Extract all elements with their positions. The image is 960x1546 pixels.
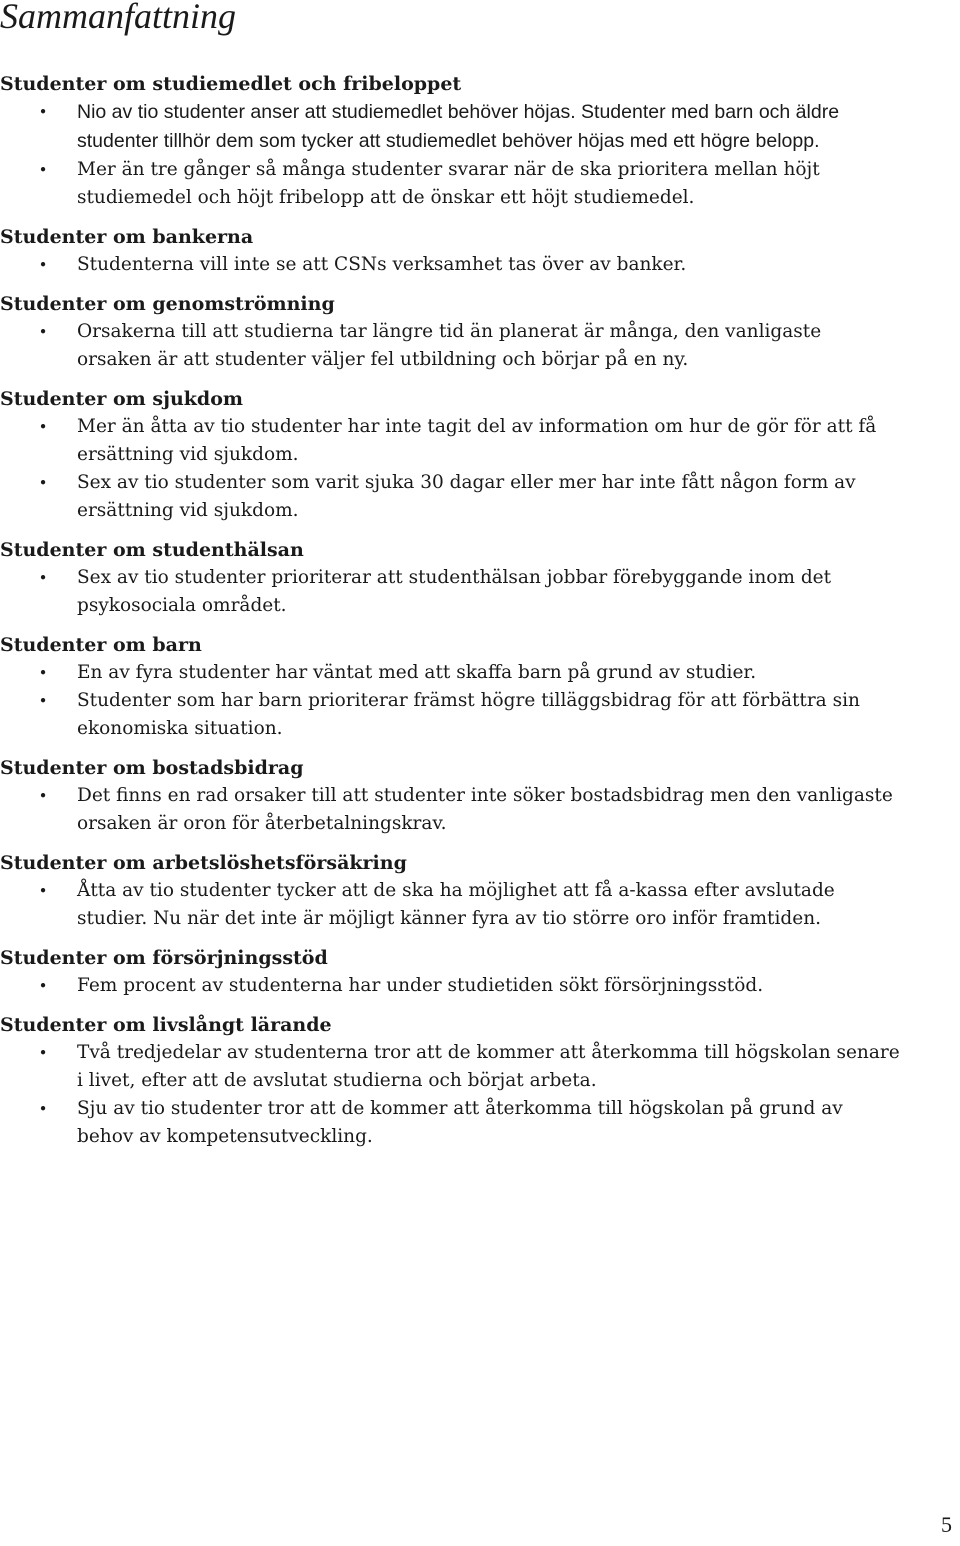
bullet-text: Sju av tio studenter tror att de kommer att återkomma till högskolan på grund av behov av kompetensutveckling. [77,1098,843,1147]
section-heading: Studenter om försörjningsstöd [0,947,328,969]
bullet-item [0,659,900,687]
bullet-dot-icon: • [38,418,48,436]
bullet-text: Studenter som har barn prioriterar främst högre tilläggsbidrag för att förbättra sin ekonomiska situation. [77,690,860,739]
summary-section [0,385,900,525]
bullet-dot-icon: • [38,882,48,900]
bullet-item [0,156,900,212]
summary-section [0,70,900,212]
bullet-dot-icon: • [38,256,48,274]
bullet-item [0,687,900,743]
bullet-dot-icon: • [38,569,48,587]
bullet-dot-icon: • [38,474,48,492]
bullet-list [0,98,900,212]
bullet-text: Mer än tre gånger så många studenter svarar när de ska prioritera mellan höjt studiemedel och höjt fribelopp att de önskar ett höjt studiemedel. [77,159,820,208]
bullet-item [0,564,900,620]
bullet-item [0,782,900,838]
bullet-dot-icon: • [38,787,48,805]
summary-section [0,944,900,1000]
summary-section [0,849,900,933]
bullet-list [0,251,900,279]
bullet-dot-icon: • [38,1100,48,1118]
bullet-item [0,318,900,374]
bullet-item [0,251,900,279]
summary-section [0,754,900,838]
bullet-list [0,318,900,374]
bullet-text: En av fyra studenter har väntat med att skaffa barn på grund av studier. [77,662,757,683]
bullet-text: Mer än åtta av tio studenter har inte tagit del av information om hur de gör för att få ersättning vid sjukdom. [77,416,877,465]
section-heading: Studenter om sjukdom [0,388,243,410]
bullet-dot-icon: • [38,161,48,179]
section-heading: Studenter om genomströmning [0,293,335,315]
page-title: Sammanfattning [0,0,237,36]
bullet-item [0,877,900,933]
bullet-list [0,659,900,743]
bullet-dot-icon: • [38,323,48,341]
section-heading: Studenter om livslångt lärande [0,1014,332,1036]
section-heading: Studenter om barn [0,634,202,656]
summary-section [0,290,900,374]
bullet-list [0,1039,900,1151]
bullet-text: Orsakerna till att studierna tar längre tid än planerat är många, den vanligaste orsaken är att studenter väljer fel utbildning och börjar på en ny. [77,321,822,370]
summary-section [0,1011,900,1151]
summary-section [0,631,900,743]
bullet-item [0,469,900,525]
section-heading: Studenter om bankerna [0,226,254,248]
bullet-text: Studenterna vill inte se att CSNs verksamhet tas över av banker. [77,254,687,275]
bullet-list [0,564,900,620]
section-heading: Studenter om studiemedlet och fribeloppet [0,73,462,95]
bullet-text: Två tredjedelar av studenterna tror att de kommer att återkomma till högskolan senare i livet, efter att de avslutat studierna och börjat arbeta. [77,1042,900,1091]
bullet-dot-icon: • [38,977,48,995]
bullet-text: Fem procent av studenterna har under studietiden sökt försörjningsstöd. [77,975,764,996]
bullet-dot-icon: • [38,1044,48,1062]
bullet-list [0,782,900,838]
bullet-item [0,1095,900,1151]
summary-sections [0,70,900,1162]
section-heading: Studenter om arbetslöshetsförsäkring [0,852,407,874]
summary-section [0,223,900,279]
bullet-item [0,413,900,469]
bullet-item [0,98,900,156]
bullet-item [0,1039,900,1095]
bullet-text: Sex av tio studenter prioriterar att studenthälsan jobbar förebyggande inom det psykosociala området. [77,567,832,616]
bullet-text: Sex av tio studenter som varit sjuka 30 dagar eller mer har inte fått någon form av ersättning vid sjukdom. [77,472,856,521]
page-number: 5 [941,1512,952,1537]
bullet-list [0,972,900,1000]
bullet-dot-icon: • [38,103,48,121]
bullet-text: Nio av tio studenter anser att studiemedlet behöver höjas. Studenter med barn och äldre studenter tillhör dem som tycker att studiemedlet behöver höjas med ett högre belopp. [77,101,840,152]
bullet-item [0,972,900,1000]
bullet-dot-icon: • [38,664,48,682]
section-heading: Studenter om bostadsbidrag [0,757,304,779]
bullet-dot-icon: • [38,692,48,710]
bullet-list [0,413,900,525]
summary-section [0,536,900,620]
bullet-text: Åtta av tio studenter tycker att de ska ha möjlighet att få a-kassa efter avslutade studier. Nu när det inte är möjligt känner fyra av tio större oro inför framtiden. [77,880,835,929]
section-heading: Studenter om studenthälsan [0,539,304,561]
bullet-text: Det finns en rad orsaker till att studenter inte söker bostadsbidrag men den vanligaste orsaken är oron för återbetalningskrav. [77,785,893,834]
bullet-list [0,877,900,933]
